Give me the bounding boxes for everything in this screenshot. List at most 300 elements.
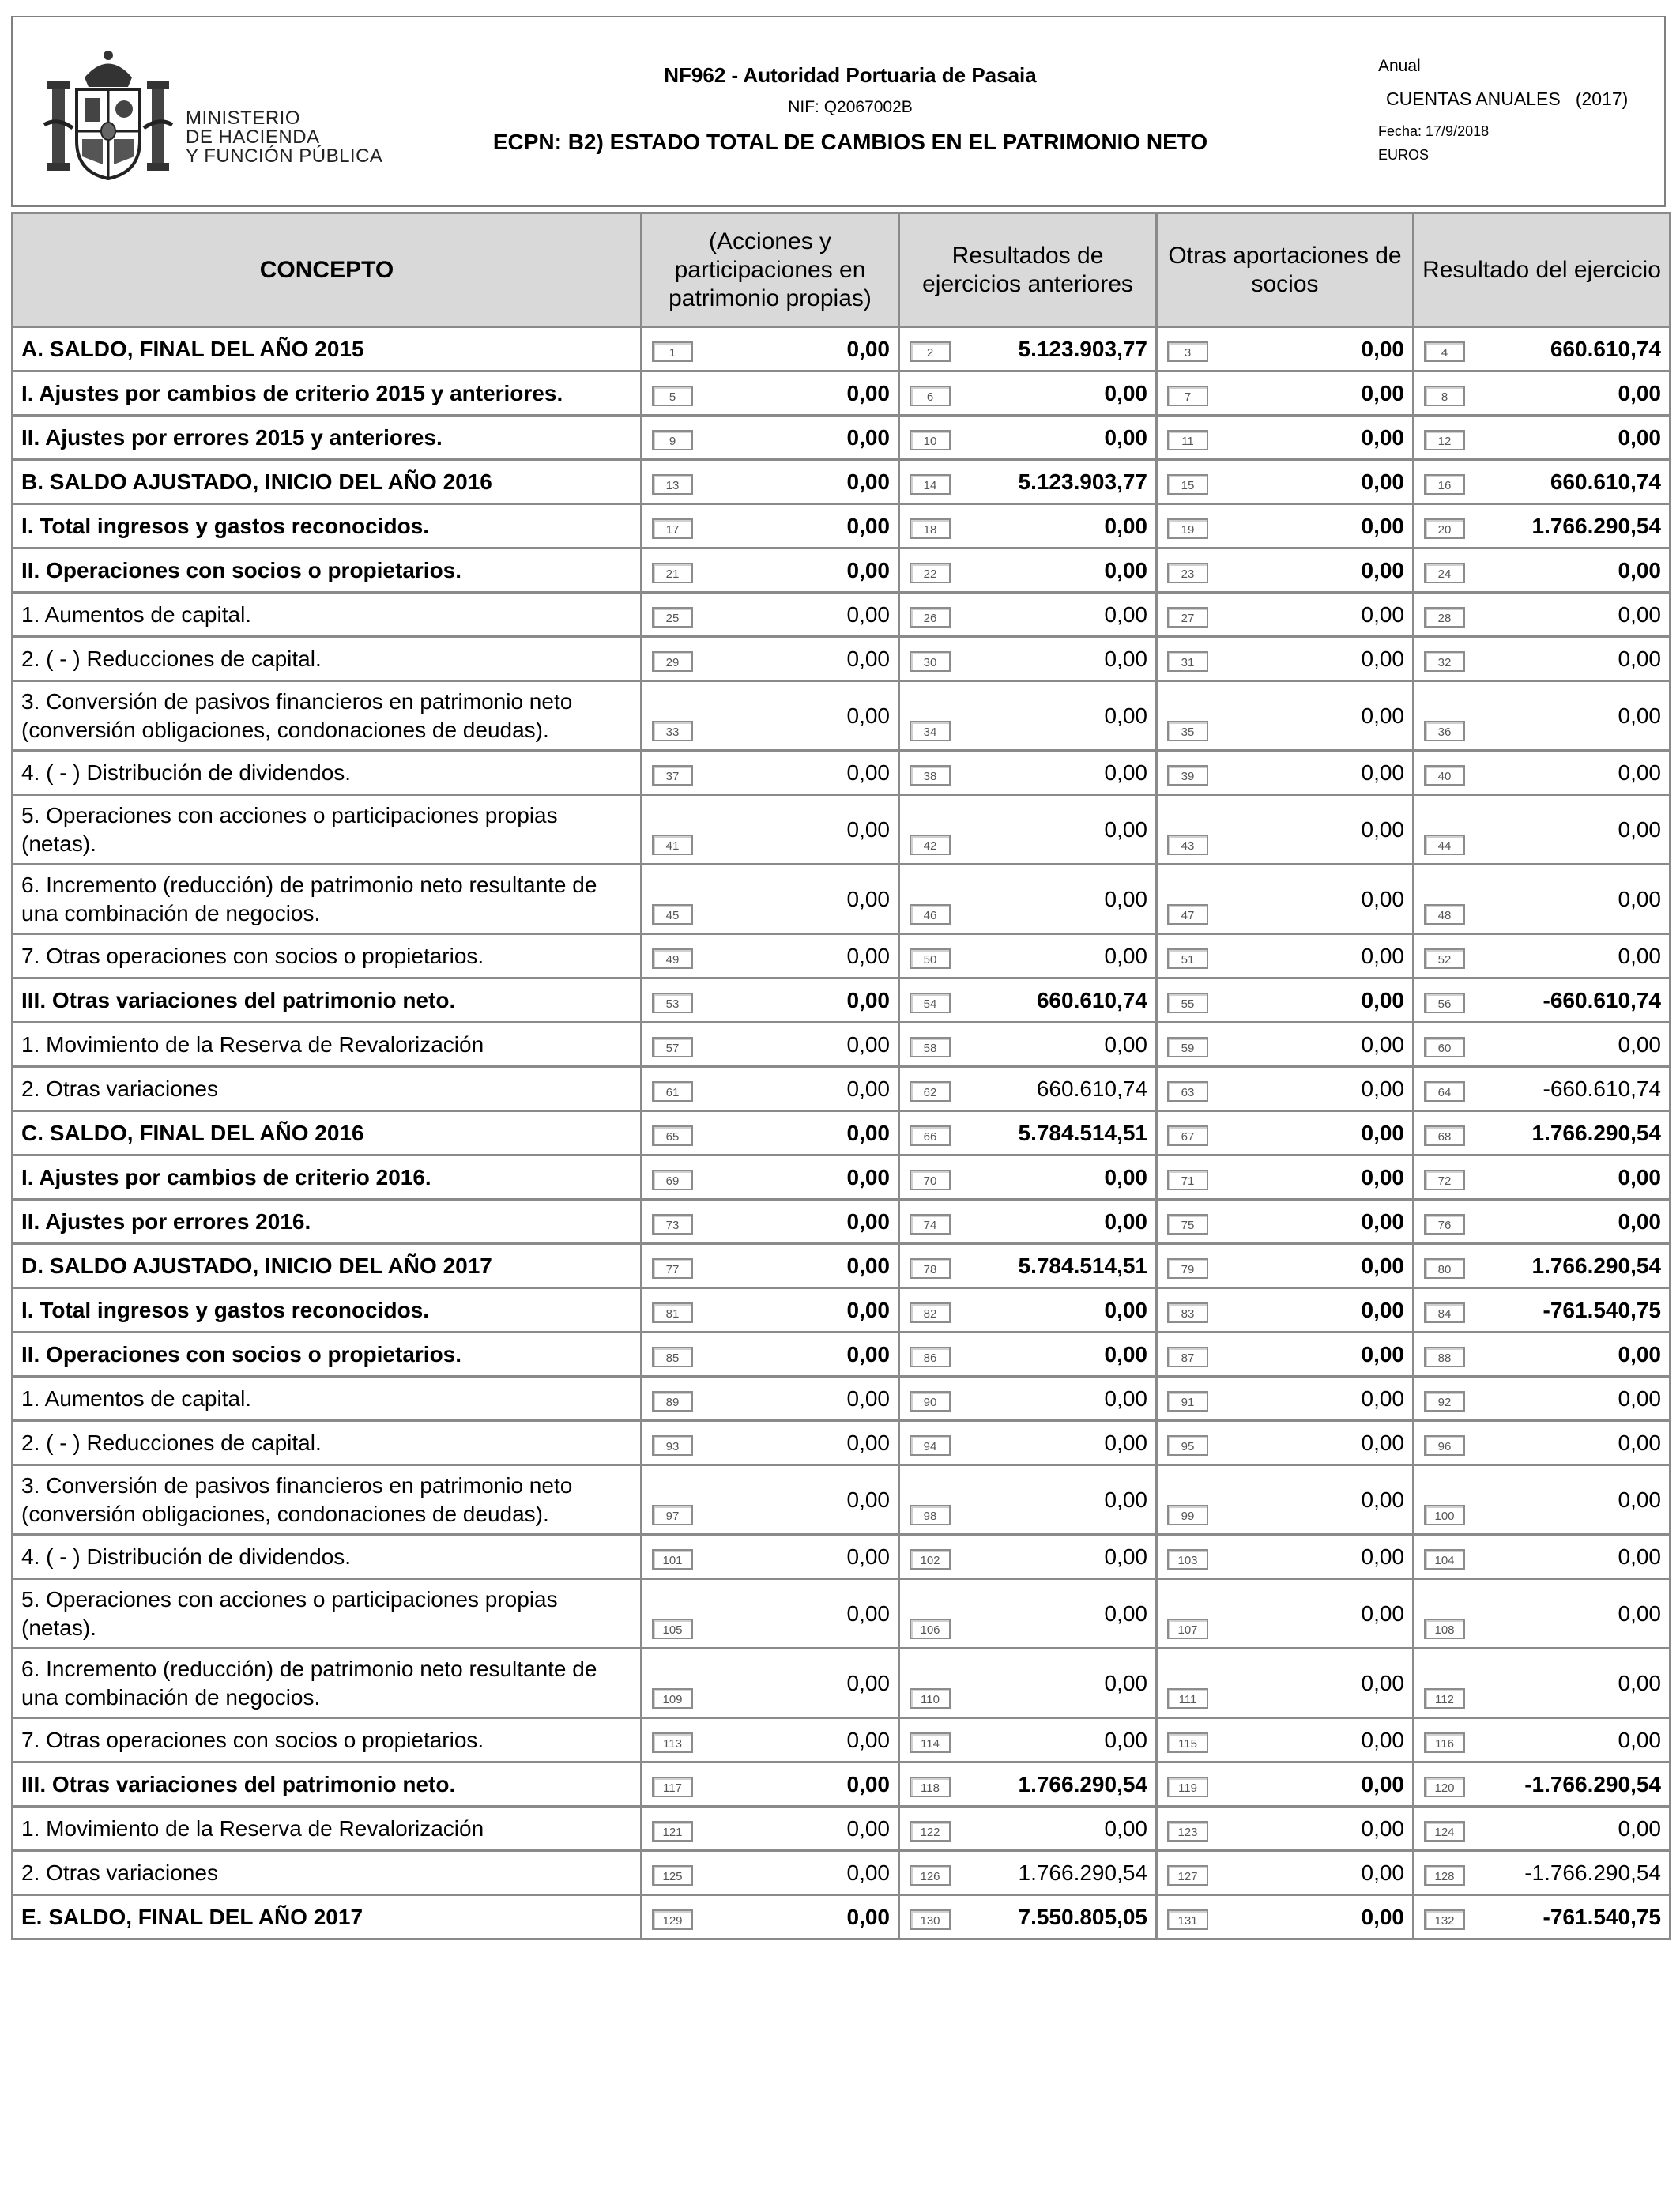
- value-cell: [642, 1421, 899, 1465]
- value-cell: [1414, 327, 1671, 371]
- value-cell: [899, 460, 1157, 504]
- field-code-box: 125: [652, 1865, 693, 1886]
- field-code-box: 110: [910, 1688, 951, 1709]
- value-cell: [899, 1200, 1157, 1244]
- amount-value: 0,00: [1618, 943, 1661, 968]
- field-code-box: 28: [1424, 607, 1465, 628]
- value-cell: [899, 327, 1157, 371]
- amount-value: 0,00: [1104, 380, 1147, 405]
- concept-cell: 2. Otras variaciones: [13, 1067, 642, 1111]
- table-row: [13, 1111, 1671, 1155]
- concept-cell: 2. ( - ) Reducciones de capital.: [13, 637, 642, 681]
- table-row: [13, 1718, 1671, 1762]
- value-cell: [642, 1807, 899, 1851]
- value-cell: [1157, 1155, 1414, 1200]
- field-code-box: 112: [1424, 1688, 1465, 1709]
- field-code-box: 50: [910, 948, 951, 969]
- amount-value: 1.766.290,54: [1018, 1771, 1147, 1796]
- concept-cell: I. Ajustes por cambios de criterio 2016.: [13, 1155, 642, 1200]
- amount-value: 0,00: [1104, 760, 1147, 785]
- value-cell: [899, 934, 1157, 978]
- field-code-box: 91: [1167, 1391, 1208, 1412]
- field-code-box: 84: [1424, 1302, 1465, 1323]
- value-cell: [1157, 865, 1414, 934]
- amount-value: 0,00: [1618, 816, 1661, 842]
- amount-value: 0,00: [1361, 1544, 1404, 1569]
- field-code-box: 70: [910, 1170, 951, 1190]
- amount-value: 0,00: [1618, 1815, 1661, 1841]
- amount-value: 0,00: [1361, 380, 1404, 405]
- table-row: [13, 934, 1671, 978]
- concept-cell: II. Ajustes por errores 2016.: [13, 1200, 642, 1244]
- value-cell: [899, 1288, 1157, 1333]
- field-code-box: 58: [910, 1037, 951, 1057]
- amount-value: 0,00: [846, 1727, 890, 1752]
- field-code-box: 64: [1424, 1081, 1465, 1102]
- value-cell: [642, 934, 899, 978]
- column-header: (Acciones y participaciones en patrimonio propias): [642, 213, 899, 327]
- value-cell: [899, 865, 1157, 934]
- amount-value: 0,00: [846, 1208, 890, 1234]
- concept-cell: 6. Incremento (reducción) de patrimonio neto resultante de una combinación de negocios.: [13, 1649, 642, 1718]
- field-code-box: 115: [1167, 1732, 1208, 1753]
- value-cell: [642, 1155, 899, 1200]
- field-code-box: 74: [910, 1214, 951, 1235]
- amount-value: 0,00: [846, 1544, 890, 1569]
- table-row: [13, 978, 1671, 1023]
- amount-value: 0,00: [1361, 601, 1404, 627]
- amount-value: 0,00: [1618, 1208, 1661, 1234]
- field-code-box: 102: [910, 1549, 951, 1570]
- value-cell: [642, 1111, 899, 1155]
- amount-value: 0,00: [846, 1120, 890, 1145]
- field-code-box: 42: [910, 835, 951, 855]
- value-cell: [1157, 1333, 1414, 1377]
- field-code-box: 129: [652, 1909, 693, 1930]
- table-row: [13, 1200, 1671, 1244]
- field-code-box: 117: [652, 1777, 693, 1797]
- table-row: [13, 865, 1671, 934]
- amount-value: 1.766.290,54: [1018, 1860, 1147, 1885]
- field-code-box: 7: [1167, 386, 1208, 406]
- amount-value: 0,00: [1361, 987, 1404, 1012]
- value-cell: [899, 416, 1157, 460]
- amount-value: 0,00: [846, 1860, 890, 1885]
- value-cell: [1414, 1465, 1671, 1535]
- table-row: [13, 1895, 1671, 1940]
- amount-value: 0,00: [846, 1771, 890, 1796]
- field-code-box: 88: [1424, 1347, 1465, 1367]
- table-row: [13, 1851, 1671, 1895]
- amount-value: 0,00: [846, 943, 890, 968]
- amount-value: 0,00: [1361, 1815, 1404, 1841]
- field-code-box: 106: [910, 1619, 951, 1639]
- value-cell: [642, 1762, 899, 1807]
- field-code-box: 83: [1167, 1302, 1208, 1323]
- coat-of-arms-icon: [41, 46, 175, 187]
- value-cell: [899, 548, 1157, 593]
- field-code-box: 109: [652, 1688, 693, 1709]
- field-code-box: 14: [910, 474, 951, 495]
- field-code-box: 78: [910, 1258, 951, 1279]
- value-cell: [899, 1465, 1157, 1535]
- value-cell: [1414, 795, 1671, 865]
- value-cell: [899, 1067, 1157, 1111]
- field-code-box: 66: [910, 1125, 951, 1146]
- field-code-box: 67: [1167, 1125, 1208, 1146]
- concept-cell: B. SALDO AJUSTADO, INICIO DEL AÑO 2016: [13, 460, 642, 504]
- amount-value: 0,00: [1618, 557, 1661, 582]
- field-code-box: 16: [1424, 474, 1465, 495]
- amount-value: 0,00: [1361, 1727, 1404, 1752]
- amount-value: 1.766.290,54: [1531, 513, 1661, 538]
- value-cell: [642, 593, 899, 637]
- amount-value: 0,00: [1361, 1430, 1404, 1455]
- table-row: [13, 504, 1671, 548]
- field-code-box: 18: [910, 518, 951, 539]
- equity-changes-table: [11, 212, 1671, 1940]
- table-row: [13, 371, 1671, 416]
- value-cell: [1414, 1155, 1671, 1200]
- value-cell: [1157, 751, 1414, 795]
- value-cell: [1414, 548, 1671, 593]
- field-code-box: 63: [1167, 1081, 1208, 1102]
- concept-cell: C. SALDO, FINAL DEL AÑO 2016: [13, 1111, 642, 1155]
- amount-value: 0,00: [1361, 469, 1404, 494]
- value-cell: [642, 504, 899, 548]
- document-header: [11, 16, 1666, 207]
- amount-value: 0,00: [1361, 513, 1404, 538]
- amount-value: 0,00: [1618, 646, 1661, 671]
- field-code-box: 60: [1424, 1037, 1465, 1057]
- field-code-box: 95: [1167, 1435, 1208, 1456]
- value-cell: [899, 1023, 1157, 1067]
- value-cell: [1414, 1762, 1671, 1807]
- amount-value: 0,00: [846, 816, 890, 842]
- currency-label: EUROS: [1378, 147, 1430, 163]
- amount-value: 0,00: [1104, 1727, 1147, 1752]
- value-cell: [1414, 934, 1671, 978]
- table-row: [13, 1288, 1671, 1333]
- field-code-box: 119: [1167, 1777, 1208, 1797]
- field-code-box: 46: [910, 904, 951, 925]
- field-code-box: 17: [652, 518, 693, 539]
- field-code-box: 103: [1167, 1549, 1208, 1570]
- amount-value: 0,00: [846, 469, 890, 494]
- amount-value: 5.123.903,77: [1018, 336, 1147, 361]
- amount-value: 660.610,74: [1036, 987, 1147, 1012]
- field-code-box: 68: [1424, 1125, 1465, 1146]
- field-code-box: 130: [910, 1909, 951, 1930]
- field-code-box: 34: [910, 721, 951, 741]
- field-code-box: 97: [652, 1505, 693, 1525]
- concept-cell: II. Operaciones con socios o propietarios.: [13, 1333, 642, 1377]
- concept-cell: I. Total ingresos y gastos reconocidos.: [13, 504, 642, 548]
- field-code-box: 1: [652, 341, 693, 362]
- value-cell: [1414, 460, 1671, 504]
- amount-value: 0,00: [1361, 1341, 1404, 1367]
- value-cell: [899, 371, 1157, 416]
- concept-cell: 1. Movimiento de la Reserva de Revalorización: [13, 1023, 642, 1067]
- value-cell: [1157, 1895, 1414, 1940]
- field-code-box: 113: [652, 1732, 693, 1753]
- value-cell: [1157, 1718, 1414, 1762]
- value-cell: [642, 416, 899, 460]
- field-code-box: 65: [652, 1125, 693, 1146]
- field-code-box: 100: [1424, 1505, 1465, 1525]
- value-cell: [642, 371, 899, 416]
- concept-cell: E. SALDO, FINAL DEL AÑO 2017: [13, 1895, 642, 1940]
- date-label: Fecha: 17/9/2018: [1378, 123, 1490, 139]
- table-row: [13, 460, 1671, 504]
- field-code-box: 6: [910, 386, 951, 406]
- field-code-box: 101: [652, 1549, 693, 1570]
- value-cell: [642, 1895, 899, 1940]
- value-cell: [1414, 865, 1671, 934]
- ministry-line: MINISTERIO: [186, 107, 301, 129]
- field-code-box: 114: [910, 1732, 951, 1753]
- table-row: [13, 1807, 1671, 1851]
- concept-cell: 6. Incremento (reducción) de patrimonio neto resultante de una combinación de negocios.: [13, 865, 642, 934]
- amount-value: 0,00: [1361, 1385, 1404, 1411]
- table-row: [13, 637, 1671, 681]
- field-code-box: 87: [1167, 1347, 1208, 1367]
- amount-value: 0,00: [1104, 1297, 1147, 1322]
- field-code-box: 48: [1424, 904, 1465, 925]
- amount-value: 1.766.290,54: [1531, 1253, 1661, 1278]
- amount-value: 0,00: [1361, 943, 1404, 968]
- value-cell: [899, 1535, 1157, 1579]
- amount-value: 0,00: [1104, 1487, 1147, 1512]
- amount-value: 0,00: [846, 1031, 890, 1057]
- value-cell: [642, 1067, 899, 1111]
- amount-value: 0,00: [1104, 703, 1147, 728]
- amount-value: 0,00: [1618, 1600, 1661, 1626]
- value-cell: [1414, 751, 1671, 795]
- table-row: [13, 548, 1671, 593]
- value-cell: [642, 1377, 899, 1421]
- amount-value: 0,00: [1361, 1164, 1404, 1189]
- amount-value: 0,00: [1361, 1297, 1404, 1322]
- value-cell: [1414, 1718, 1671, 1762]
- value-cell: [1414, 1244, 1671, 1288]
- value-cell: [899, 1155, 1157, 1200]
- ministry-line: Y FUNCIÓN PÚBLICA: [186, 145, 383, 167]
- accounts-label: CUENTAS ANUALES (2017): [1386, 89, 1629, 109]
- value-cell: [642, 865, 899, 934]
- value-cell: [642, 1200, 899, 1244]
- table-row: [13, 1579, 1671, 1649]
- value-cell: [1157, 371, 1414, 416]
- field-code-box: 57: [652, 1037, 693, 1057]
- concept-cell: 2. ( - ) Reducciones de capital.: [13, 1421, 642, 1465]
- amount-value: 0,00: [1104, 1670, 1147, 1695]
- value-cell: [1414, 593, 1671, 637]
- amount-value: 0,00: [846, 1904, 890, 1929]
- field-code-box: 44: [1424, 835, 1465, 855]
- table-row: [13, 1377, 1671, 1421]
- value-cell: [1157, 1421, 1414, 1465]
- amount-value: 0,00: [1104, 943, 1147, 968]
- value-cell: [899, 504, 1157, 548]
- amount-value: 0,00: [1618, 1727, 1661, 1752]
- amount-value: 0,00: [1104, 1385, 1147, 1411]
- amount-value: 0,00: [1618, 1544, 1661, 1569]
- field-code-box: 31: [1167, 651, 1208, 672]
- amount-value: 0,00: [1618, 1670, 1661, 1695]
- field-code-box: 107: [1167, 1619, 1208, 1639]
- value-cell: [899, 978, 1157, 1023]
- value-cell: [899, 1895, 1157, 1940]
- amount-value: 0,00: [1361, 1487, 1404, 1512]
- field-code-box: 36: [1424, 721, 1465, 741]
- field-code-box: 23: [1167, 563, 1208, 583]
- field-code-box: 54: [910, 993, 951, 1013]
- concept-cell: 7. Otras operaciones con socios o propietarios.: [13, 1718, 642, 1762]
- value-cell: [1157, 327, 1414, 371]
- field-code-box: 11: [1167, 430, 1208, 450]
- value-cell: [642, 1535, 899, 1579]
- field-code-box: 122: [910, 1821, 951, 1842]
- field-code-box: 10: [910, 430, 951, 450]
- field-code-box: 51: [1167, 948, 1208, 969]
- amount-value: 0,00: [1104, 1164, 1147, 1189]
- amount-value: 0,00: [1361, 1208, 1404, 1234]
- field-code-box: 85: [652, 1347, 693, 1367]
- amount-value: 0,00: [846, 380, 890, 405]
- concept-cell: I. Total ingresos y gastos reconocidos.: [13, 1288, 642, 1333]
- amount-value: 0,00: [1618, 1164, 1661, 1189]
- field-code-box: 33: [652, 721, 693, 741]
- value-cell: [1157, 1762, 1414, 1807]
- value-cell: [1157, 1244, 1414, 1288]
- value-cell: [1157, 1649, 1414, 1718]
- value-cell: [1414, 1067, 1671, 1111]
- field-code-box: 123: [1167, 1821, 1208, 1842]
- value-cell: [899, 593, 1157, 637]
- table-row: [13, 593, 1671, 637]
- value-cell: [1414, 1807, 1671, 1851]
- value-cell: [1414, 1111, 1671, 1155]
- value-cell: [1157, 1851, 1414, 1895]
- concept-cell: 4. ( - ) Distribución de dividendos.: [13, 1535, 642, 1579]
- field-code-box: 38: [910, 765, 951, 786]
- amount-value: 0,00: [1618, 1487, 1661, 1512]
- amount-value: 0,00: [1104, 886, 1147, 911]
- table-row: [13, 1023, 1671, 1067]
- concept-cell: A. SALDO, FINAL DEL AÑO 2015: [13, 327, 642, 371]
- amount-value: 0,00: [846, 1297, 890, 1322]
- table-row: [13, 1465, 1671, 1535]
- amount-value: 660.610,74: [1550, 336, 1661, 361]
- column-header: Otras aportaciones de socios: [1157, 213, 1414, 327]
- concept-cell: III. Otras variaciones del patrimonio neto.: [13, 978, 642, 1023]
- value-cell: [642, 795, 899, 865]
- concept-cell: 2. Otras variaciones: [13, 1851, 642, 1895]
- field-code-box: 21: [652, 563, 693, 583]
- amount-value: 0,00: [1104, 1341, 1147, 1367]
- value-cell: [642, 1288, 899, 1333]
- field-code-box: 43: [1167, 835, 1208, 855]
- amount-value: 0,00: [846, 424, 890, 450]
- value-cell: [1414, 504, 1671, 548]
- value-cell: [1414, 1535, 1671, 1579]
- value-cell: [1414, 1895, 1671, 1940]
- value-cell: [1157, 593, 1414, 637]
- concept-cell: I. Ajustes por cambios de criterio 2015 y anteriores.: [13, 371, 642, 416]
- amount-value: 0,00: [1618, 380, 1661, 405]
- value-cell: [899, 1718, 1157, 1762]
- field-code-box: 105: [652, 1619, 693, 1639]
- amount-value: 0,00: [846, 1164, 890, 1189]
- amount-value: 0,00: [1618, 601, 1661, 627]
- value-cell: [1414, 978, 1671, 1023]
- amount-value: 0,00: [1618, 1031, 1661, 1057]
- value-cell: [1157, 1579, 1414, 1649]
- amount-value: 0,00: [1618, 760, 1661, 785]
- amount-value: 0,00: [846, 336, 890, 361]
- amount-value: 0,00: [846, 1487, 890, 1512]
- ministry-logo: [41, 46, 389, 187]
- table-row: [13, 1155, 1671, 1200]
- field-code-box: 82: [910, 1302, 951, 1323]
- table-row: [13, 1244, 1671, 1288]
- value-cell: [1157, 934, 1414, 978]
- value-cell: [642, 1333, 899, 1377]
- field-code-box: 69: [652, 1170, 693, 1190]
- amount-value: 0,00: [1361, 1771, 1404, 1796]
- value-cell: [642, 1023, 899, 1067]
- value-cell: [1157, 1288, 1414, 1333]
- table-row: [13, 751, 1671, 795]
- amount-value: 0,00: [1361, 1670, 1404, 1695]
- value-cell: [899, 751, 1157, 795]
- field-code-box: 35: [1167, 721, 1208, 741]
- field-code-box: 93: [652, 1435, 693, 1456]
- amount-value: 0,00: [1361, 1904, 1404, 1929]
- field-code-box: 24: [1424, 563, 1465, 583]
- value-cell: [1414, 637, 1671, 681]
- value-cell: [642, 1718, 899, 1762]
- amount-value: 0,00: [846, 1600, 890, 1626]
- value-cell: [899, 1807, 1157, 1851]
- field-code-box: 4: [1424, 341, 1465, 362]
- amount-value: 1.766.290,54: [1531, 1120, 1661, 1145]
- value-cell: [1414, 1333, 1671, 1377]
- value-cell: [1414, 1200, 1671, 1244]
- field-code-box: 73: [652, 1214, 693, 1235]
- field-code-box: 40: [1424, 765, 1465, 786]
- amount-value: -660.610,74: [1543, 987, 1661, 1012]
- field-code-box: 128: [1424, 1865, 1465, 1886]
- amount-value: -761.540,75: [1543, 1297, 1661, 1322]
- field-code-box: 25: [652, 607, 693, 628]
- statement-title: ECPN: B2) ESTADO TOTAL DE CAMBIOS EN EL PATRIMONIO NETO: [492, 130, 1208, 154]
- amount-value: 0,00: [1618, 1341, 1661, 1367]
- field-code-box: 8: [1424, 386, 1465, 406]
- table-row: [13, 416, 1671, 460]
- amount-value: 660.610,74: [1550, 469, 1661, 494]
- value-cell: [1157, 548, 1414, 593]
- amount-value: 0,00: [1361, 424, 1404, 450]
- field-code-box: 62: [910, 1081, 951, 1102]
- amount-value: 0,00: [846, 1815, 890, 1841]
- field-code-box: 89: [652, 1391, 693, 1412]
- value-cell: [1414, 1851, 1671, 1895]
- amount-value: -1.766.290,54: [1524, 1771, 1661, 1796]
- value-cell: [899, 1333, 1157, 1377]
- concept-cell: 1. Aumentos de capital.: [13, 1377, 642, 1421]
